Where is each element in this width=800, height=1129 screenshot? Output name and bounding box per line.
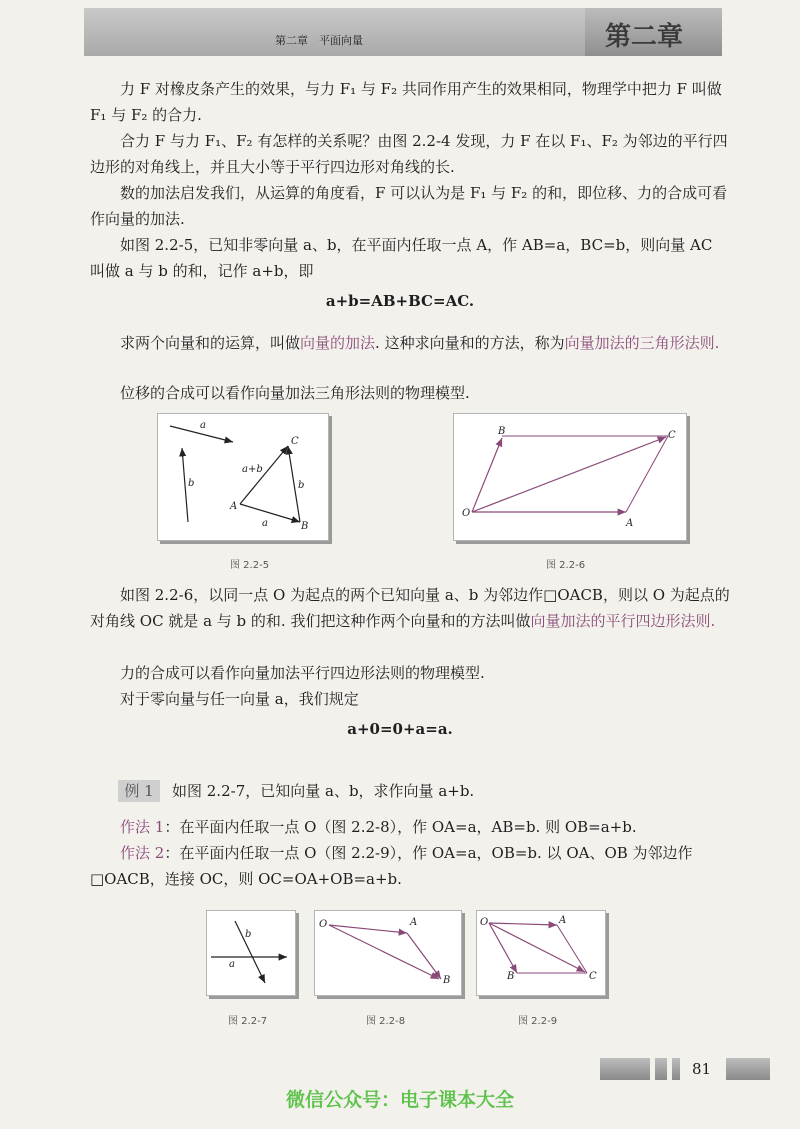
figure-2-2-6-diagram [454, 414, 686, 540]
footer-bar-right [726, 1058, 770, 1080]
paragraph-1: 力 F 对橡皮条产生的效果，与力 F₁ 与 F₂ 共同作用产生的效果相同，物理学中把力 F 叫做 F₁ 与 F₂ 的合力. [90, 80, 722, 124]
svg-text:a+b: a+b [242, 464, 263, 475]
svg-text:C: C [291, 436, 299, 447]
svg-text:B: B [498, 426, 506, 437]
footer-bar-left [600, 1058, 650, 1080]
svg-text:O: O [462, 508, 471, 519]
figure-2-2-8-diagram [315, 911, 461, 995]
term-vector-addition: 向量的加法 [300, 334, 376, 352]
svg-text:a: a [262, 518, 268, 529]
svg-text:A: A [626, 518, 634, 529]
svg-text:a: a [229, 959, 235, 970]
paragraph-9: 对于零向量与任一向量 a，我们规定 [120, 690, 359, 708]
paragraph-8: 力的合成可以看作向量加法平行四边形法则的物理模型. [120, 664, 485, 682]
svg-text:C: C [668, 430, 676, 441]
section-title: 第二章 平面向量 [275, 34, 363, 47]
svg-text:O: O [480, 917, 489, 928]
figure-2-2-9 [476, 910, 606, 996]
page-number: 81 [692, 1060, 712, 1078]
term-parallelogram-rule: 向量加法的平行四边形法则. [530, 612, 716, 630]
figure-2-2-8 [314, 910, 462, 996]
method-2-label: 作法 2 [120, 844, 165, 862]
paragraph-7: 如图 2.2-6，以同一点 O 为起点的两个已知向量 a、b 为邻边作□OACB，则以 O 为起点的对角线 OC 就是 a 与 b 的和. 我们把这种作两个向量和的方法叫做向量加法的平行四边形法则. [90, 586, 730, 630]
svg-text:b: b [245, 929, 252, 940]
svg-text:b: b [298, 480, 305, 491]
figure-2-2-5 [157, 413, 329, 541]
caption-fig-2-2-5: 图 2.2-5 [230, 560, 270, 571]
svg-text:A: A [559, 915, 567, 926]
caption-fig-2-2-7: 图 2.2-7 [228, 1016, 268, 1027]
figure-2-2-5-diagram [158, 414, 328, 540]
paragraph-2: 合力 F 与力 F₁、F₂ 有怎样的关系呢？由图 2.2-4 发现，力 F 在以 F₁、F₂ 为邻边的平行四边形的对角线上，并且大小等于平行四边形对角线的长. [90, 132, 728, 176]
svg-text:A: A [230, 501, 238, 512]
figure-2-2-7 [206, 910, 296, 996]
example-text: 如图 2.2-7，已知向量 a、b，求作向量 a+b. [172, 782, 475, 800]
paragraph-6: 位移的合成可以看作向量加法三角形法则的物理模型. [120, 384, 470, 402]
term-triangle-rule: 向量加法的三角形法则. [564, 334, 720, 352]
svg-text:a: a [200, 420, 206, 431]
caption-fig-2-2-6: 图 2.2-6 [546, 560, 586, 571]
paragraph-5: 求两个向量和的运算，叫做向量的加法. 这种求向量和的方法，称为向量加法的三角形法则. [120, 334, 720, 352]
svg-text:b: b [188, 478, 195, 489]
method-1: 作法 1：在平面内任取一点 O（图 2.2-8），作 OA=a，AB=b. 则 OB=a+b. [120, 818, 637, 836]
svg-text:B: B [443, 975, 451, 986]
svg-text:B: B [301, 521, 309, 532]
watermark-text: 微信公众号：电子课本大全 [285, 1089, 514, 1111]
figure-2-2-7-diagram [207, 911, 295, 995]
example-tag: 例 1 [118, 780, 160, 802]
svg-text:C: C [589, 971, 597, 982]
svg-text:A: A [410, 917, 418, 928]
svg-text:O: O [319, 919, 328, 930]
footer-bar-small [672, 1058, 680, 1080]
paragraph-3: 数的加法启发我们，从运算的角度看，F 可以认为是 F₁ 与 F₂ 的和，即位移、力的合成可看作向量的加法. [90, 184, 728, 228]
paragraph-4: 如图 2.2-5，已知非零向量 a、b，在平面内任取一点 A，作 AB=a，BC=b，则向量 AC 叫做 a 与 b 的和，记作 a+b，即 [90, 236, 713, 280]
figure-2-2-9-diagram [477, 911, 605, 995]
svg-text:B: B [507, 971, 515, 982]
method-2: 作法 2：在平面内任取一点 O（图 2.2-9），作 OA=a，OB=b. 以 OA、OB 为邻边作□OACB，连接 OC，则 OC=OA+OB=a+b. [90, 844, 693, 888]
formula-zero-vector: a+0=0+a=a. [347, 720, 453, 738]
formula-triangle-rule: a+b=AB+BC=AC. [325, 292, 475, 310]
method-1-label: 作法 1 [120, 818, 165, 836]
figure-2-2-6 [453, 413, 687, 541]
footer-bar-mid [655, 1058, 667, 1080]
caption-fig-2-2-9: 图 2.2-9 [518, 1016, 558, 1027]
caption-fig-2-2-8: 图 2.2-8 [366, 1016, 406, 1027]
chapter-title: 第二章 [605, 22, 684, 52]
